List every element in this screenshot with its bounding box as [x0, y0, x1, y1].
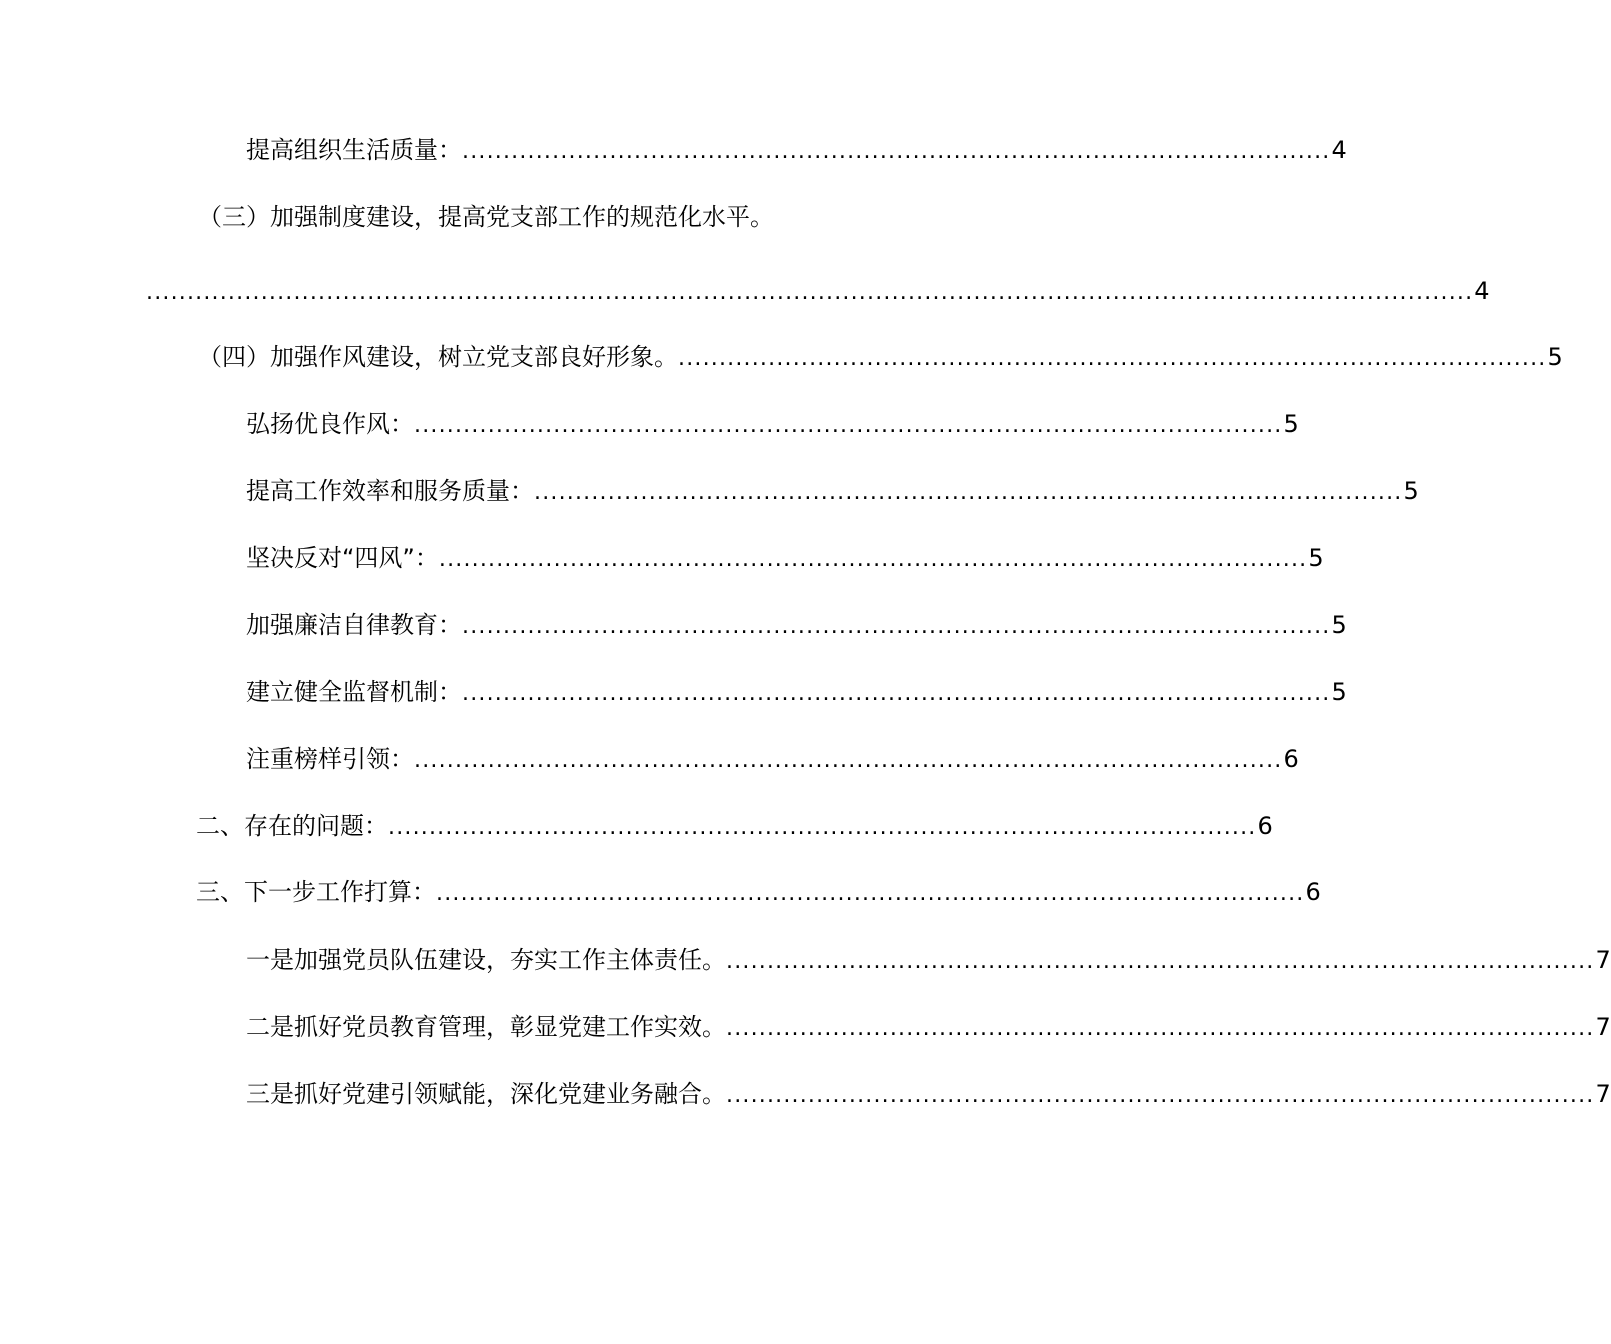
dot-leader: .......................................................................................................... [414, 413, 1283, 438]
toc-entry-title: 坚决反对“四风”： [246, 544, 439, 572]
toc-entry-page: 5 [1331, 678, 1347, 706]
toc-entry[interactable] [246, 944, 1611, 978]
toc-entry-page: 6 [1283, 745, 1299, 773]
toc-entry[interactable] [246, 676, 1347, 710]
toc-entry-continuation[interactable] [146, 275, 1490, 309]
toc-entry[interactable] [246, 1078, 1611, 1112]
toc-entry-title: 建立健全监督机制： [246, 678, 462, 706]
dot-leader: .......................................................................................................... [388, 815, 1257, 840]
toc-entry-title: 加强廉洁自律教育： [246, 611, 462, 639]
toc-entry-title: 提高组织生活质量： [246, 136, 462, 164]
toc-entry-page: 5 [1331, 611, 1347, 639]
toc-entry-title: 提高工作效率和服务质量： [246, 477, 534, 505]
toc-entry[interactable] [198, 341, 1563, 375]
dot-leader: .......................................................................................................... [462, 681, 1331, 706]
dot-leader: .......................................................................................................... [726, 949, 1595, 974]
toc-entry-page: 5 [1547, 343, 1563, 371]
toc-entry[interactable] [246, 743, 1299, 777]
toc-entry-title: （四）加强作风建设，树立党支部良好形象。 [198, 343, 678, 371]
toc-entry-title: 一是加强党员队伍建设，夯实工作主体责任。 [246, 946, 726, 974]
toc-entry-title: （三）加强制度建设，提高党支部工作的规范化水平。 [198, 203, 774, 231]
dot-leader: .......................................................................................................... [462, 614, 1331, 639]
toc-entry-page: 6 [1305, 878, 1321, 906]
dot-leader: .......................................................................................................... [436, 881, 1305, 906]
dot-leader: .......................................................................................................... [678, 346, 1547, 371]
toc-entry-title: 弘扬优良作风： [246, 410, 414, 438]
dot-leader: .......................................................................................................... [726, 1016, 1595, 1041]
dot-leader: .......................................................................................................... [462, 139, 1331, 164]
toc-entry-page: 4 [1474, 277, 1490, 305]
dot-leader: .......................................................................................................... [534, 480, 1403, 505]
toc-entry-page: 7 [1595, 946, 1611, 974]
toc-entry[interactable] [198, 201, 838, 233]
dot-leader: .......................................................................................................... [726, 1083, 1595, 1108]
toc-entry-title: 三、下一步工作打算： [196, 878, 436, 906]
toc-entry-title: 二是抓好党员教育管理，彰显党建工作实效。 [246, 1013, 726, 1041]
toc-entry[interactable] [246, 609, 1347, 643]
toc-entry-page: 5 [1308, 544, 1324, 572]
toc-entry[interactable] [196, 810, 1273, 844]
toc-entry[interactable] [246, 408, 1299, 442]
toc-entry-page: 5 [1283, 410, 1299, 438]
toc-entry[interactable] [246, 542, 1324, 576]
toc-entry-page: 4 [1331, 136, 1347, 164]
toc-entry[interactable] [246, 1011, 1611, 1045]
toc-entry[interactable] [246, 134, 1347, 168]
toc-entry-title: 三是抓好党建引领赋能，深化党建业务融合。 [246, 1080, 726, 1108]
dot-leader: .......................................................................................................... [438, 547, 1308, 572]
dot-leader: .................................................................................................................................................................. [146, 280, 1474, 305]
toc-entry-page: 5 [1403, 477, 1419, 505]
toc-entry-title: 二、存在的问题： [196, 812, 388, 840]
toc-entry[interactable] [196, 876, 1321, 910]
dot-leader: .......................................................................................................... [414, 748, 1283, 773]
toc-entry-page: 7 [1595, 1013, 1611, 1041]
toc-entry-title: 注重榜样引领： [246, 745, 414, 773]
toc-entry-page: 7 [1595, 1080, 1611, 1108]
toc-entry[interactable] [246, 475, 1419, 509]
toc-entry-page: 6 [1257, 812, 1273, 840]
